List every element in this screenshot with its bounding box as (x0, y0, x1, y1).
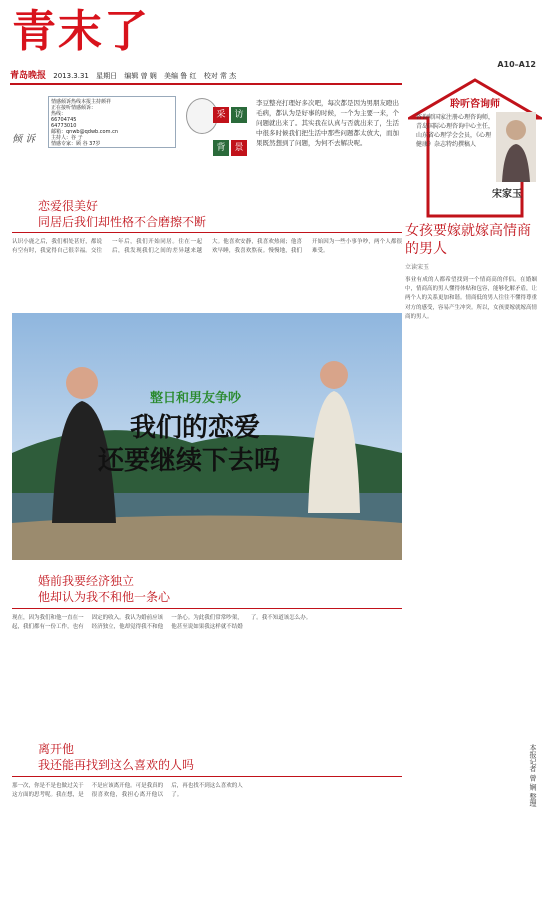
editor: 编辑 曾 娴 (124, 72, 157, 80)
info-bar (10, 70, 402, 85)
page-code: A10–A12 (497, 60, 536, 69)
host-line: 66704745 (51, 117, 77, 123)
section3-title: 离开他 我还能再找到这么喜欢的人吗 (38, 742, 195, 772)
host-signature: 倾 诉 (12, 134, 36, 145)
section2-text: 现在，因为我们和他一直在一起，我们都有一份工作，也有固定的收入。我认为婚前应该经济独立，他却觉得我不和他一条心。为此我们常常吵架，他甚至说如果我这样就不结婚了。我不知道该怎么办。 (12, 615, 312, 631)
proofreader: 校对 常 杰 (203, 72, 237, 80)
feature-intro: 李豆整亮打理好多次吧，每次都是因为男朋友瞪出毛病，都认为是好事的时候，一个为主要一来，个问题就出来了。其实我在认真与否就出来了，生活中很多时候我们把生活中那些问题都太放大，而加果既然想到了问题，为何不去解决呢。 (256, 99, 399, 147)
expert-description: 咨询师国家注册心理咨询师，青岛国际心理咨询中心主任，山东省心理学会会员，《心理健康》杂志特约撰稿人 (416, 114, 495, 148)
headline-line2: 我们的恋爱 (130, 413, 261, 443)
tag: 采 (213, 107, 229, 123)
section1-title: 恋爱很美好 同居后我们却性格不合磨擦不断 (38, 199, 207, 229)
divider (12, 608, 402, 609)
host-line: 情感倾诉热线本报主持颜祥 (51, 99, 112, 105)
tag: 背 (213, 140, 229, 156)
host-line: 邮箱：qnwb@qdwb.com.cn (51, 129, 118, 135)
host-box (48, 96, 176, 148)
date: 2013.3.31 (53, 72, 89, 80)
host-line: 热线： (51, 111, 67, 117)
section3-text: 那一次，你是不是也做过关于这方面的思考呢。我在想，是不是应该离开他。可是我真的很喜欢他，我担心离开他以后，再也找不到这么喜欢的人了。 (12, 783, 243, 799)
expert-title: 聆听咨询师 (450, 99, 500, 110)
section1-text: 认识小鹿之后，我们相处甚好，都说有空有时，我觉得自己很幸福。交往一年后，我们开始同居。住在一起后，我发现我们之间的差异越来越大。他喜欢安静，我喜欢热闹；他喜欢早睡，我喜欢熬夜。慢慢地，我们开始因为一些小事争吵，两个人都很难受。 (12, 239, 402, 255)
host-line: 正在接听情感倾诉： (51, 105, 97, 111)
right-column-author: 立读宋玉 (405, 264, 430, 271)
designer: 美编 鲁 红 (164, 72, 197, 80)
newspaper-logo: 青岛晚报 (10, 71, 47, 81)
tag: 访 (231, 107, 247, 123)
tag: 景 (231, 140, 247, 156)
divider (12, 232, 402, 233)
section2-title: 婚前我要经济独立 他却认为我不和他一条心 (38, 574, 171, 604)
headline-line1: 整日和男友争吵 (150, 391, 242, 406)
interview-tags (213, 107, 249, 171)
expert-photo (496, 112, 536, 182)
page-title: 青末了 (12, 6, 150, 57)
host-person: 主持人：谷 子 (51, 135, 83, 141)
expert-name: 宋家玉 (492, 189, 522, 200)
divider (12, 776, 402, 777)
headline-line3: 还要继续下去吗 (98, 446, 281, 476)
host-profile: 情感专家：顾 谷 37岁 (51, 141, 101, 147)
weekday: 星期日 (96, 72, 118, 80)
right-column-text: 事业有成的人都希望找到一个情商高的伴侣。在婚姻中，情商高的男人懂得体贴和包容，能够化解矛盾，让两个人的关系更加和谐。情商低的男人往往不懂得尊重对方的感受，容易产生冲突。所以，女孩要嫁就嫁高情商的男人。 (405, 277, 537, 320)
right-column-title: 女孩要嫁就嫁高情商的男人 (405, 223, 531, 257)
host-line: 64773010 (51, 123, 77, 129)
footer-credit: 本报记者 曾 娴 整理 (529, 744, 537, 807)
